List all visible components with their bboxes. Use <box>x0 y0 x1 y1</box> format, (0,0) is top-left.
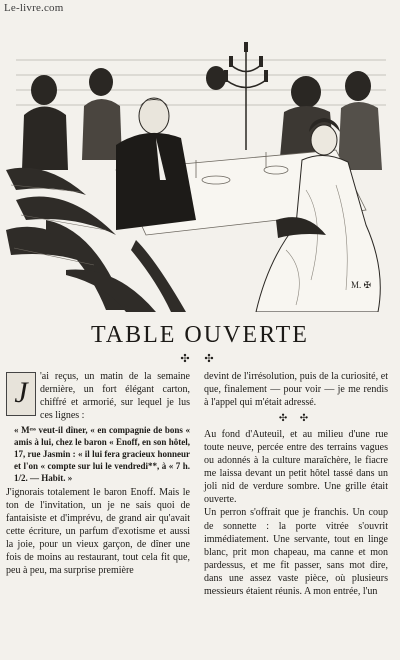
section-ornament: ✣ ✣ <box>278 413 314 425</box>
invitation-quote: « Mᵉˢˢ veut-il dîner, « en compagnie de bons « amis à lui, chez le baron « Enoff, en son hôtel, 17, rue Jasmin : « il lui fera gracieux honneur et l'on « compte sur lui le vendredi**, à « 7 h. 1/2. — Habit. » <box>14 425 190 484</box>
illustrator-signature: M. ✠ <box>351 280 372 290</box>
right-paragraph-2: Au fond d'Auteuil, et au milieu d'une rue toute neuve, percée entre des terrains vagues ou adonnés à la culture maraîchère, le fiacre me laissa devant un petit hôtel tassé dans un joli nid de verdure sombre. Une grille était ouverte. <box>204 429 388 506</box>
right-paragraph-3: Un perron s'offrait que je franchis. Un coup de sonnette : la porte vitrée s'ouvrit immédiatement. Une servante, tout en linge blanc, prit mon chapeau, ma canne et mon pardessus, et me fit passer, sans mot dire, dans une assez vaste pièce, où plusieurs messieurs étaient réunis. A mon entrée, l'un <box>204 507 388 597</box>
intro-paragraph: 'ai reçus, un matin de la semaine dernière, un fort élégant carton, chiffré et armorié, sur lequel je lus ces lignes : <box>40 371 190 422</box>
left-column <box>6 370 190 578</box>
dinner-party-illustration <box>6 20 394 312</box>
title-ornament: ✣ ✣ <box>180 353 220 365</box>
body-paragraph: J'ignorais totalement le baron Enoff. Mais le ton de l'invitation, un je ne sais quoi de fantaisiste et d'imprévu, de grand air qu'avait cette écriture, un parfum d'exotisme et aussi la joie, pour un vieux garçon, de dîner une fois de moins au restaurant, tout cela fit que, peu à peu, ma surprise première <box>6 487 190 577</box>
drop-cap: J <box>6 372 36 416</box>
article-title: TABLE OUVERTE <box>91 322 309 348</box>
right-paragraph-1: devint de l'irrésolution, puis de la curiosité, et que, finalement — pour voir — je me rendis à l'appel qui m'était adressé. <box>204 371 388 409</box>
site-watermark: Le-livre.com <box>4 2 64 14</box>
right-column <box>204 370 388 598</box>
